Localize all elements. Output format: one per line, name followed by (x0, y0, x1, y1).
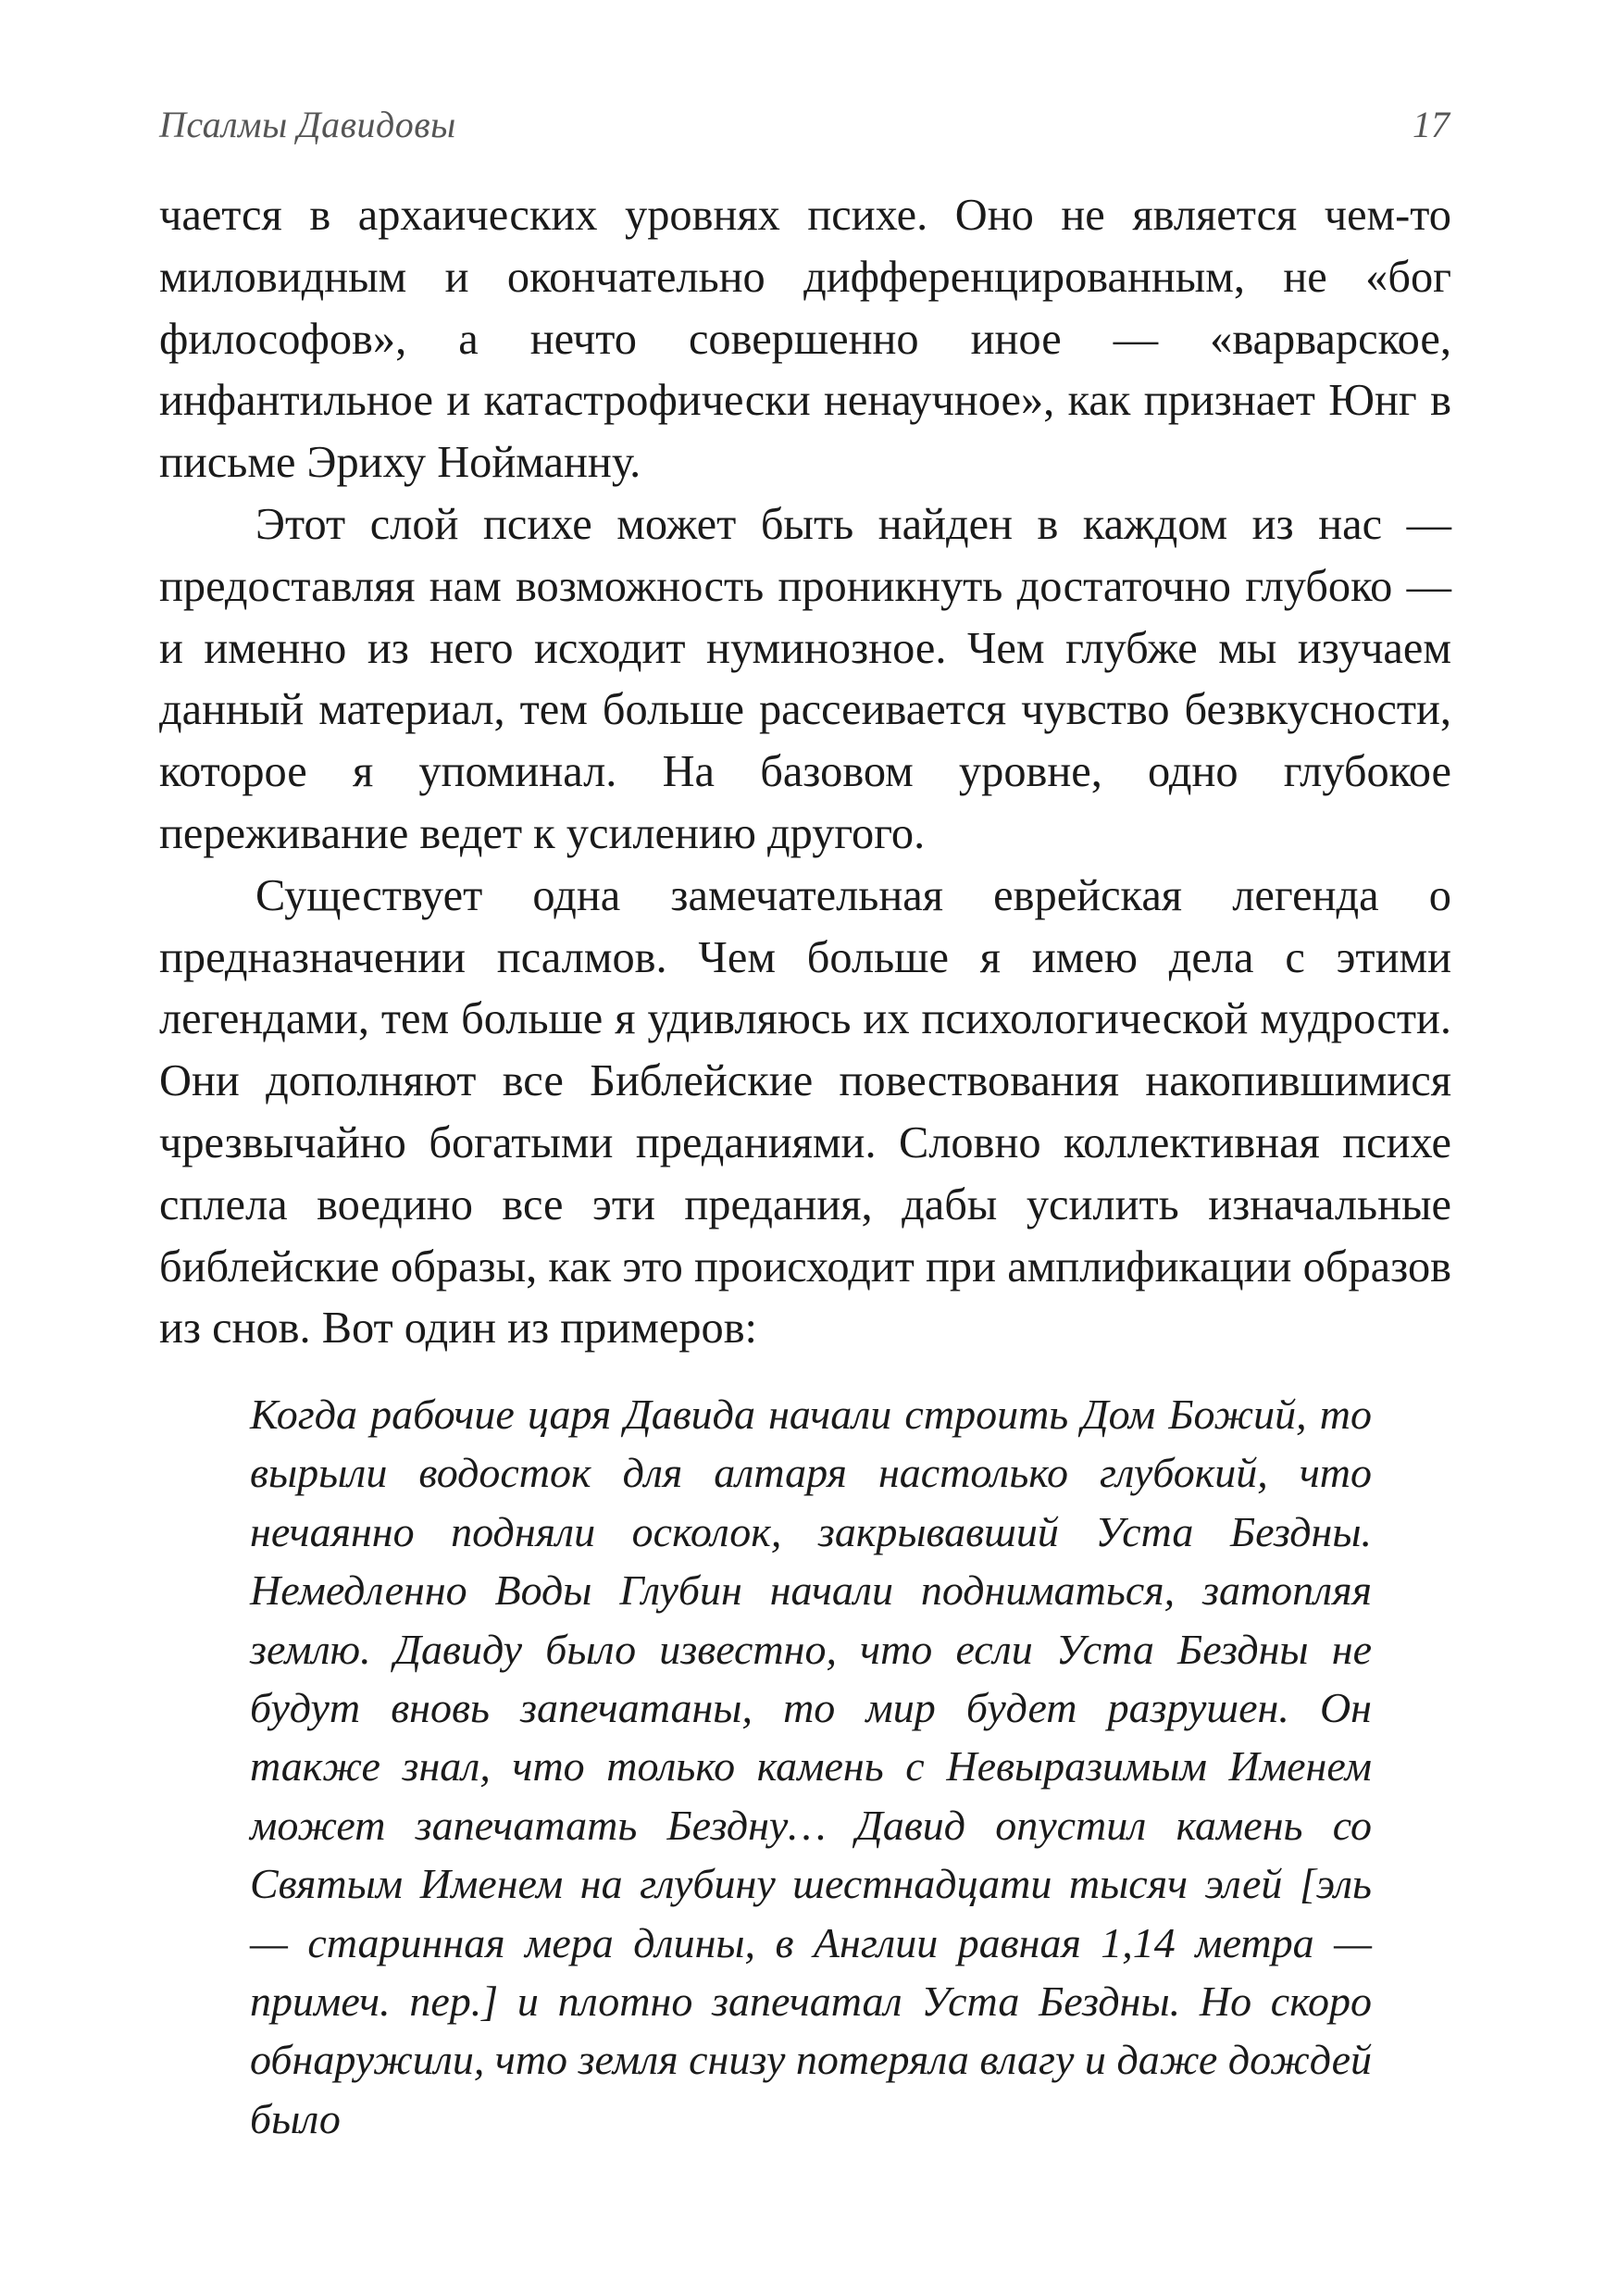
page-number: 17 (1413, 104, 1450, 145)
paragraph: Существует одна замечательная еврейская легенда о предназначении псалмов. Чем больше я имею дела с этими легендами, тем больше я удивляюсь их психологической мудрости. Они дополняют все Библейские повествования накопившимися чрезвычайно богатыми преданиями. Словно коллективная психе сплела воедино все эти предания, дабы усилить изначальные библейские образы, как это происходит при амплификации образов из снов. Вот один из примеров: (159, 870, 1451, 1354)
block-quote (250, 1385, 1372, 2148)
quote-text: Когда рабочие царя Давида начали строить Дом Божий, то вырыли водосток для алтаря настолько глубокий, что нечаянно подняли осколок, закрывавший Уста Бездны. Немедленно Воды Глубин начали подниматься, затопляя землю. Давиду было известно, что если Уста Бездны не будут вновь запечатаны, то мир будет разрушен. Он также знал, что только камень с Невыразимым Именем может запечатать Бездну… Давид опустил камень со Святым Именем на глубину шестнадцати тысяч элей [эль — старинная мера длины, в Англии равная 1,14 метра — примеч. пер.] и плотно запечатал Уста Бездны. Но скоро обнаружили, что земля снизу потеряла влагу и даже дождей было (250, 1391, 1372, 2142)
paragraph: Этот слой психе может быть найден в каждом из нас — предоставляя нам возможность проникнуть достаточно глубоко — и именно из него исходит нуминозное. Чем глубже мы изучаем данный материал, тем больше рассеивается чувство безвкусности, которое я упоминал. На базовом уровне, одно глубокое переживание ведет к усилению другого. (159, 499, 1451, 858)
paragraph-continuation: чается в архаических уровнях психе. Оно не является чем-то миловидным и окончательно дифференцированным, не «бог философов», а нечто совершенно иное — «варварское, инфантильное и катастрофически ненаучное», как признает Юнг в письме Эриху Нойманну. (159, 191, 1451, 488)
running-title: Псалмы Давидовы (159, 104, 456, 145)
main-text (159, 185, 1451, 1360)
running-header (159, 97, 1450, 153)
